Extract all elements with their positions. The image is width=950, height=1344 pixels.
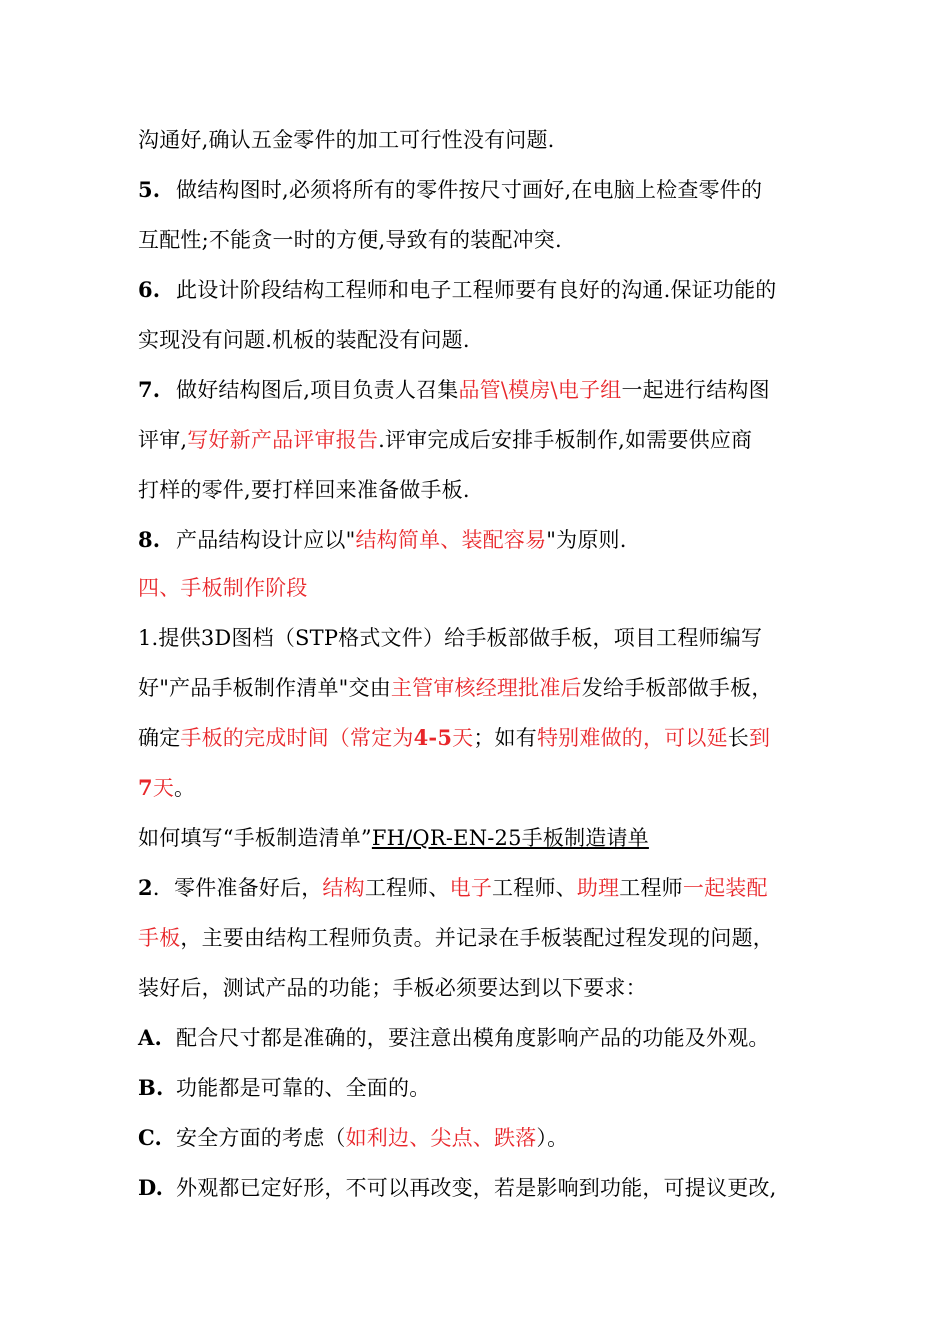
text-segment: ，主要由结构工程师负责。并记录在手板装配过程发现的问题， <box>180 926 775 950</box>
list-number: 8. <box>138 527 161 552</box>
text-segment: ．零件准备好后， <box>152 876 323 900</box>
text-line <box>138 1018 818 1058</box>
text-segment: 装好后，测试产品的功能；手板必须要达到以下要求： <box>138 976 647 1000</box>
text-line <box>138 568 818 608</box>
text-segment: 打样的零件,要打样回来准备做手板. <box>138 478 470 502</box>
text-segment: 实现没有问题.机板的装配没有问题. <box>138 328 470 352</box>
text-line <box>138 1118 818 1158</box>
text-segment: 发给手板部做手板， <box>581 676 773 700</box>
highlighted-text: 结构简单、装配容易 <box>355 528 547 552</box>
text-segment: 配合尺寸都是准确的，要注意出模角度影响产品的功能及外观。 <box>176 1026 770 1050</box>
text-segment: 产品结构设计应以" <box>176 528 356 552</box>
highlighted-text: 特别难做的，可以延 <box>536 726 728 750</box>
text-segment: 确定 <box>138 726 181 750</box>
highlighted-text: 天 <box>452 726 474 750</box>
text-segment: ；如有 <box>473 726 537 750</box>
list-number: B. <box>138 1075 164 1100</box>
text-segment: 沟通好,确认五金零件的加工可行性没有问题. <box>138 128 555 152</box>
list-number: 5. <box>138 177 161 202</box>
text-segment: 做好结构图后,项目负责人召集 <box>176 378 459 402</box>
text-segment: 评审, <box>138 428 188 452</box>
highlighted-text: 品管\模房\电子组 <box>458 378 622 402</box>
text-line <box>138 420 818 460</box>
highlighted-text: 助理 <box>576 876 620 900</box>
highlighted-text: 四、手板制作阶段 <box>138 576 308 600</box>
text-line <box>138 470 818 510</box>
text-line <box>138 370 818 410</box>
text-line <box>138 668 818 708</box>
text-line <box>138 120 818 160</box>
highlighted-text: 一起装配 <box>682 876 768 900</box>
text-line <box>138 1168 818 1208</box>
text-segment: 一起进行结构图 <box>621 378 770 402</box>
highlighted-text: 7 <box>138 775 153 800</box>
text-line <box>138 968 818 1008</box>
highlighted-text: 结构 <box>322 876 365 900</box>
text-segment: "为原则. <box>546 528 627 552</box>
underlined-reference: FH/QR-EN-25手板制造请单 <box>371 826 649 850</box>
text-line <box>138 868 818 908</box>
highlighted-text: 主管审核经理批准后 <box>390 676 582 700</box>
highlighted-text: 写好新产品评审报告 <box>187 428 379 452</box>
text-line <box>138 1068 818 1108</box>
text-segment: 安全方面的考虑（ <box>176 1126 346 1150</box>
list-number: 6. <box>138 277 161 302</box>
text-segment: 功能都是可靠的、全面的。 <box>176 1076 431 1100</box>
list-number: 7. <box>138 377 161 402</box>
text-segment: .评审完成后安排手板制作,如需要供应商 <box>378 428 753 452</box>
text-segment: 2 <box>138 875 153 900</box>
text-segment: 如何填写“手板制造清单” <box>138 826 372 850</box>
list-number: A. <box>138 1025 163 1050</box>
highlighted-text: 手板 <box>138 926 181 950</box>
text-segment: 做结构图时,必须将所有的零件按尺寸画好,在电脑上检查零件的 <box>176 178 763 202</box>
text-line <box>138 718 818 758</box>
text-segment: 工程师、 <box>364 876 450 900</box>
highlighted-text: 手板的完成时间（常定为 <box>180 726 414 750</box>
highlighted-text: 如利边、尖点、跌落 <box>345 1126 537 1150</box>
text-line <box>138 520 818 560</box>
highlighted-text: 电子 <box>449 876 493 900</box>
text-segment: 互配性;不能贪一时的方便,导致有的装配冲突. <box>138 228 562 252</box>
text-line <box>138 320 818 360</box>
text-line <box>138 220 818 260</box>
text-segment: 好"产品手板制作清单"交由 <box>138 676 391 700</box>
list-number: D. <box>138 1175 164 1200</box>
text-line <box>138 618 818 658</box>
text-segment: ）。 <box>536 1126 569 1150</box>
text-line <box>138 918 818 958</box>
text-segment: 外观都已定好形，不可以再改变，若是影响到功能，可提议更改, <box>176 1176 777 1200</box>
text-segment: 1.提供3D图档（STP格式文件）给手板部做手板，项目工程师编写 <box>138 626 763 650</box>
text-segment: 。 <box>174 776 196 800</box>
text-segment: 长 <box>727 726 749 750</box>
text-segment: 工程师、 <box>492 876 577 900</box>
highlighted-text: 到 <box>748 726 771 750</box>
text-line <box>138 768 818 808</box>
text-line <box>138 818 818 858</box>
list-number: C. <box>138 1125 163 1150</box>
highlighted-text: 天 <box>152 776 175 800</box>
text-line <box>138 270 818 310</box>
text-segment: 工程师 <box>619 876 683 900</box>
text-segment: 此设计阶段结构工程师和电子工程师要有良好的沟通.保证功能的 <box>176 278 777 302</box>
text-line <box>138 170 818 210</box>
highlighted-text: 4-5 <box>413 725 453 750</box>
